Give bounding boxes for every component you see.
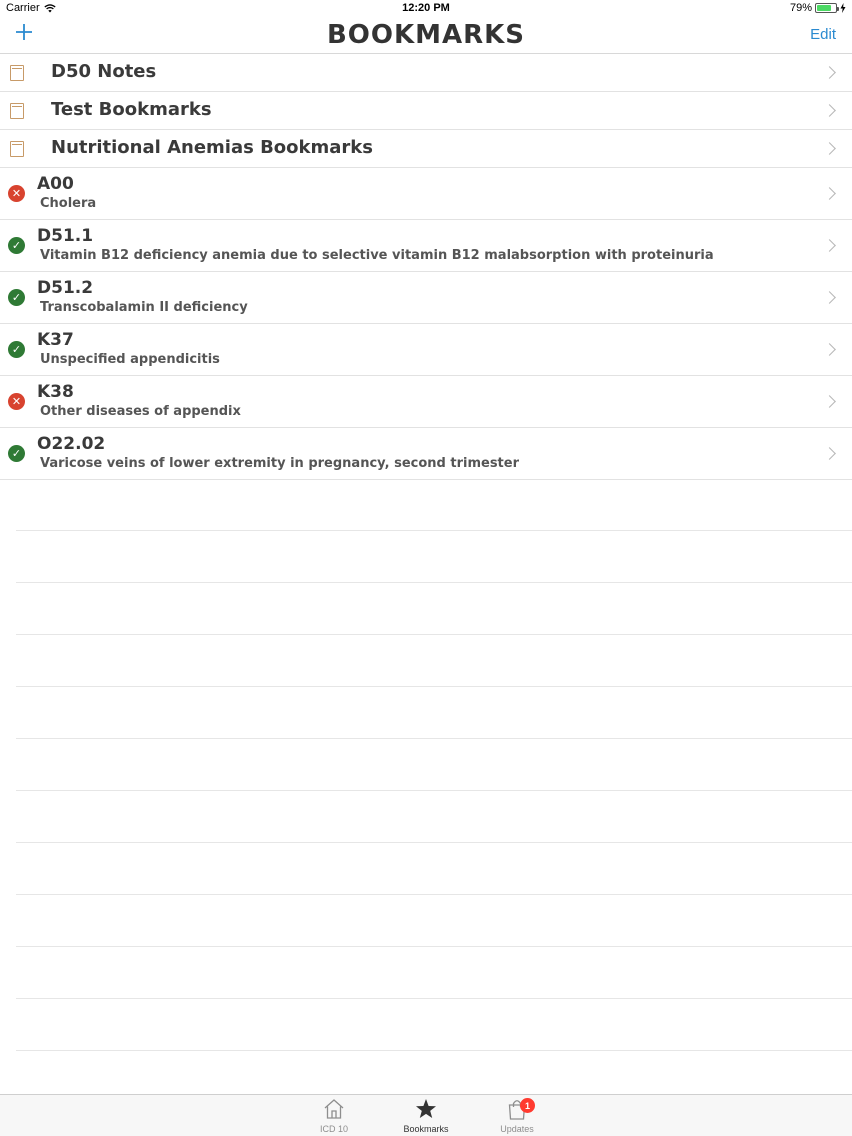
tab-updates[interactable] [482, 1097, 552, 1135]
chevron-right-icon [823, 291, 836, 304]
chevron-right-icon [823, 142, 836, 155]
code-description: Vitamin B12 deficiency anemia due to selective vitamin B12 malabsorption with proteinuria [40, 248, 714, 263]
empty-row-separator [16, 582, 852, 583]
code-description: Varicose veins of lower extremity in pregnancy, second trimester [40, 456, 519, 471]
code-label: O22.02 [37, 434, 106, 454]
tab-label: Bookmarks [403, 1124, 449, 1134]
status-time: 12:20 PM [402, 2, 450, 14]
code-label: A00 [37, 174, 74, 194]
check-circle-icon: ✓ [8, 445, 25, 462]
code-description: Other diseases of appendix [40, 404, 241, 419]
check-circle-icon: ✓ [8, 341, 25, 358]
status-right [790, 2, 846, 14]
code-label: D51.1 [37, 226, 94, 246]
folder-label: Nutritional Anemias Bookmarks [51, 137, 373, 158]
empty-row-separator [16, 894, 852, 895]
status-bar [0, 0, 852, 18]
chevron-right-icon [823, 395, 836, 408]
chevron-right-icon [823, 447, 836, 460]
check-circle-icon: ✓ [8, 237, 25, 254]
folder-icon [10, 65, 24, 81]
folder-label: D50 Notes [51, 61, 157, 82]
star-icon [414, 1097, 438, 1121]
notification-badge: 1 [520, 1098, 535, 1113]
empty-row-separator [16, 530, 852, 531]
home-icon [322, 1097, 346, 1121]
code-label: K37 [37, 330, 74, 350]
folder-label: Test Bookmarks [51, 99, 212, 120]
chevron-right-icon [823, 104, 836, 117]
chevron-right-icon [823, 343, 836, 356]
folder-row[interactable] [0, 130, 852, 168]
code-row[interactable] [0, 220, 852, 272]
navigation-bar [0, 18, 852, 54]
folder-icon [10, 103, 24, 119]
folder-row[interactable] [0, 92, 852, 130]
tab-icd10[interactable] [299, 1097, 369, 1135]
empty-row-separator [16, 790, 852, 791]
code-label: K38 [37, 382, 74, 402]
code-description: Transcobalamin II deficiency [40, 300, 248, 315]
tab-bar [0, 1094, 852, 1136]
x-circle-icon: ✕ [8, 185, 25, 202]
empty-row-separator [16, 634, 852, 635]
tab-bookmarks[interactable] [391, 1097, 461, 1135]
code-row[interactable] [0, 168, 852, 220]
empty-row-separator [16, 842, 852, 843]
battery-icon [815, 3, 837, 13]
carrier-label: Carrier [6, 2, 40, 14]
folder-row[interactable] [0, 54, 852, 92]
code-row[interactable] [0, 376, 852, 428]
code-row[interactable] [0, 272, 852, 324]
empty-row-separator [16, 1050, 852, 1051]
empty-row-separator [16, 998, 852, 999]
chevron-right-icon [823, 187, 836, 200]
code-description: Cholera [40, 196, 97, 211]
code-row[interactable] [0, 428, 852, 480]
folder-icon [10, 141, 24, 157]
code-row[interactable] [0, 324, 852, 376]
empty-row-separator [16, 686, 852, 687]
check-circle-icon: ✓ [8, 289, 25, 306]
battery-percent: 79% [789, 2, 812, 14]
charging-icon [840, 3, 846, 13]
chevron-right-icon [823, 239, 836, 252]
edit-button[interactable]: Edit [810, 26, 836, 43]
tab-label: Updates [500, 1124, 534, 1134]
page-title: BOOKMARKS [326, 20, 526, 50]
x-circle-icon: ✕ [8, 393, 25, 410]
empty-row-separator [16, 738, 852, 739]
bookmark-list [0, 54, 852, 480]
tab-label: ICD 10 [319, 1124, 348, 1134]
empty-row-separator [16, 946, 852, 947]
code-label: D51.2 [37, 278, 94, 298]
battery-fill [817, 5, 831, 11]
code-description: Unspecified appendicitis [40, 352, 220, 367]
chevron-right-icon [823, 66, 836, 79]
